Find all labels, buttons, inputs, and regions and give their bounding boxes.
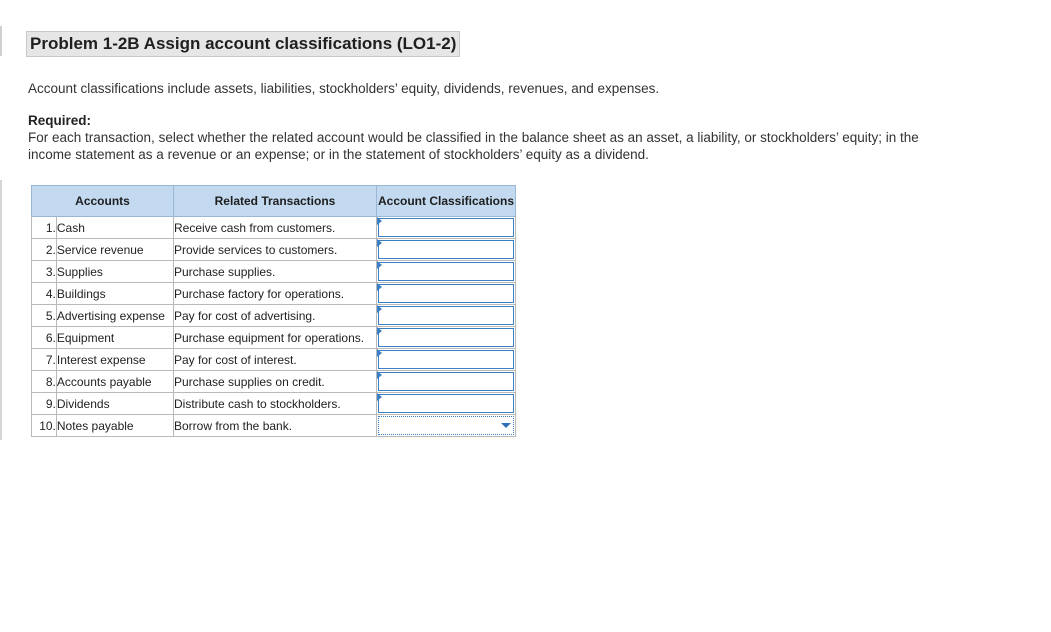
row-number: 1.	[32, 217, 57, 239]
table-row	[32, 305, 516, 327]
problem-title: Problem 1-2B Assign account classifications (LO1-2)	[26, 31, 460, 57]
transaction-text: Purchase factory for operations.	[174, 283, 377, 305]
transaction-text: Purchase equipment for operations.	[174, 327, 377, 349]
table-row	[32, 327, 516, 349]
classification-cell	[377, 393, 516, 415]
triangle-flag-icon	[377, 327, 382, 335]
transaction-text: Provide services to customers.	[174, 239, 377, 261]
account-name: Interest expense	[56, 349, 173, 371]
triangle-flag-icon	[377, 283, 382, 291]
classification-select[interactable]	[378, 218, 514, 237]
table-row	[32, 239, 516, 261]
classification-header: Account Classifications	[377, 186, 516, 217]
classification-select[interactable]	[378, 306, 514, 325]
account-name: Equipment	[56, 327, 173, 349]
classification-select[interactable]	[378, 372, 514, 391]
classification-cell	[377, 217, 516, 239]
transaction-text: Purchase supplies on credit.	[174, 371, 377, 393]
classification-cell	[377, 283, 516, 305]
row-number: 10.	[32, 415, 57, 437]
classification-cell	[377, 239, 516, 261]
account-name: Dividends	[56, 393, 173, 415]
table-row	[32, 283, 516, 305]
account-name: Service revenue	[56, 239, 173, 261]
account-name: Advertising expense	[56, 305, 173, 327]
row-number: 7.	[32, 349, 57, 371]
left-margin-rule	[0, 180, 2, 440]
transaction-text: Purchase supplies.	[174, 261, 377, 283]
row-number: 8.	[32, 371, 57, 393]
classification-select[interactable]	[378, 350, 514, 369]
accounts-header: Accounts	[32, 186, 174, 217]
transaction-text: Distribute cash to stockholders.	[174, 393, 377, 415]
table-row	[32, 261, 516, 283]
classification-cell	[377, 349, 516, 371]
transactions-header: Related Transactions	[174, 186, 377, 217]
table-row	[32, 371, 516, 393]
account-name: Supplies	[56, 261, 173, 283]
classification-cell	[377, 415, 516, 437]
triangle-flag-icon	[377, 393, 382, 401]
classification-cell	[377, 371, 516, 393]
table-row	[32, 393, 516, 415]
table-row	[32, 217, 516, 239]
classification-cell	[377, 327, 516, 349]
classification-select[interactable]	[378, 416, 514, 435]
triangle-flag-icon	[377, 217, 382, 225]
left-margin-rule	[0, 26, 2, 56]
triangle-flag-icon	[377, 239, 382, 247]
row-number: 4.	[32, 283, 57, 305]
triangle-flag-icon	[377, 305, 382, 313]
row-number: 3.	[32, 261, 57, 283]
account-name: Accounts payable	[56, 371, 173, 393]
chevron-down-icon[interactable]	[501, 423, 511, 428]
classification-select[interactable]	[378, 284, 514, 303]
transaction-text: Pay for cost of advertising.	[174, 305, 377, 327]
account-name: Notes payable	[56, 415, 173, 437]
classification-table	[31, 185, 516, 437]
intro-text: Account classifications include assets, liabilities, stockholders’ equity, dividends, revenues, and expenses.	[28, 81, 660, 96]
row-number: 2.	[32, 239, 57, 261]
transaction-text: Pay for cost of interest.	[174, 349, 377, 371]
classification-cell	[377, 261, 516, 283]
row-number: 5.	[32, 305, 57, 327]
account-name: Cash	[56, 217, 173, 239]
row-number: 6.	[32, 327, 57, 349]
classification-select[interactable]	[378, 394, 514, 413]
classification-select[interactable]	[378, 262, 514, 281]
row-number: 9.	[32, 393, 57, 415]
table-row	[32, 415, 516, 437]
table-header-row	[32, 186, 516, 217]
transaction-text: Borrow from the bank.	[174, 415, 377, 437]
transaction-text: Receive cash from customers.	[174, 217, 377, 239]
triangle-flag-icon	[377, 349, 382, 357]
table-row	[32, 349, 516, 371]
classification-cell	[377, 305, 516, 327]
classification-select[interactable]	[378, 328, 514, 347]
triangle-flag-icon	[377, 261, 382, 269]
classification-select[interactable]	[378, 240, 514, 259]
required-label: Required:	[28, 113, 92, 128]
required-text: For each transaction, select whether the related account would be classified in the balance sheet as an asset, a liability, or stockholders’ equity; in the income statement as a revenue or an expense; or in the statement of stockholders’ equity as a dividend.	[28, 130, 919, 162]
triangle-flag-icon	[377, 371, 382, 379]
account-name: Buildings	[56, 283, 173, 305]
